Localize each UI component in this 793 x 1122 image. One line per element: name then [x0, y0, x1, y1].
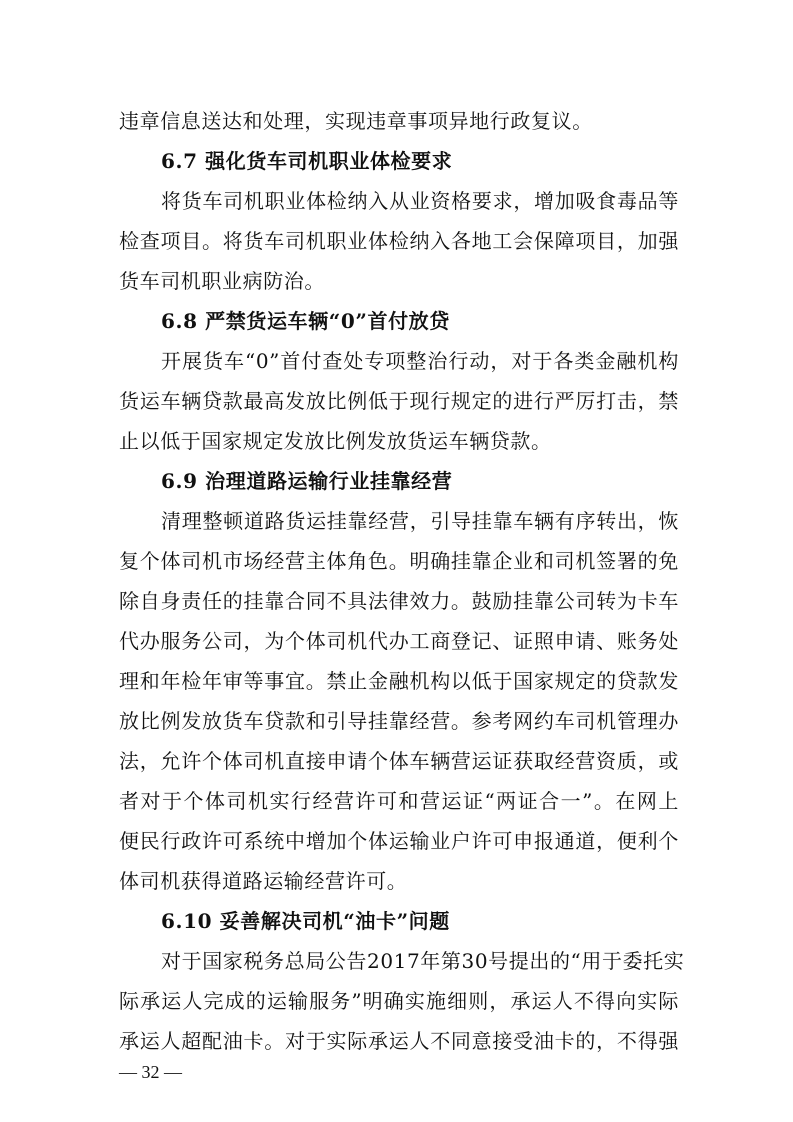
paragraph-line: 代办服务公司，为个体司机代办工商登记、证照申请、账务处	[119, 629, 679, 653]
paragraph-line: 清理整顿道路货运挂靠经营，引导挂靠车辆有序转出，恢	[161, 509, 679, 533]
paragraph-line: 体司机获得道路运输经营许可。	[119, 869, 408, 893]
section-heading-6-10: 6.10 妥善解决司机“油卡”问题	[161, 909, 450, 933]
paragraph-line: 货运车辆贷款最高发放比例低于现行规定的进行严厉打击，禁	[119, 389, 679, 413]
page-number: — 32 —	[119, 1062, 182, 1082]
paragraph-line: 复个体司机市场经营主体角色。明确挂靠企业和司机签署的免	[119, 549, 679, 573]
paragraph-line: 际承运人完成的运输服务”明确实施细则，承运人不得向实际	[119, 989, 679, 1013]
section-heading-6-8: 6.8 严禁货运车辆“0”首付放贷	[161, 309, 450, 333]
paragraph-line: 理和年检年审等事宜。禁止金融机构以低于国家规定的贷款发	[119, 669, 679, 693]
paragraph-line: 违章信息送达和处理，实现违章事项异地行政复议。	[119, 109, 593, 133]
paragraph-line: 除自身责任的挂靠合同不具法律效力。鼓励挂靠公司转为卡车	[119, 589, 679, 613]
paragraph-line: 货车司机职业病防治。	[119, 269, 325, 293]
paragraph-line: 承运人超配油卡。对于实际承运人不同意接受油卡的，不得强	[119, 1029, 679, 1053]
paragraph-line: 检查项目。将货车司机职业体检纳入各地工会保障项目，加强	[119, 229, 679, 253]
paragraph-line: 者对于个体司机实行经营许可和营运证“两证合一”。在网上	[119, 789, 679, 813]
paragraph-line: 将货车司机职业体检纳入从业资格要求，增加吸食毒品等	[161, 189, 679, 213]
paragraph-line: 法，允许个体司机直接申请个体车辆营运证获取经营资质，或	[119, 749, 679, 773]
paragraph-line: 止以低于国家规定发放比例发放货运车辆贷款。	[119, 429, 552, 453]
paragraph-line: 便民行政许可系统中增加个体运输业户许可申报通道，便利个	[119, 829, 679, 853]
section-heading-6-7: 6.7 强化货车司机职业体检要求	[161, 149, 453, 173]
section-heading-6-9: 6.9 治理道路运输行业挂靠经营	[161, 469, 453, 493]
paragraph-line: 放比例发放货车贷款和引导挂靠经营。参考网约车司机管理办	[119, 709, 679, 733]
paragraph-line: 对于国家税务总局公告2017年第30号提出的“用于委托实	[161, 949, 685, 973]
paragraph-line: 开展货车“0”首付查处专项整治行动，对于各类金融机构	[161, 349, 679, 373]
